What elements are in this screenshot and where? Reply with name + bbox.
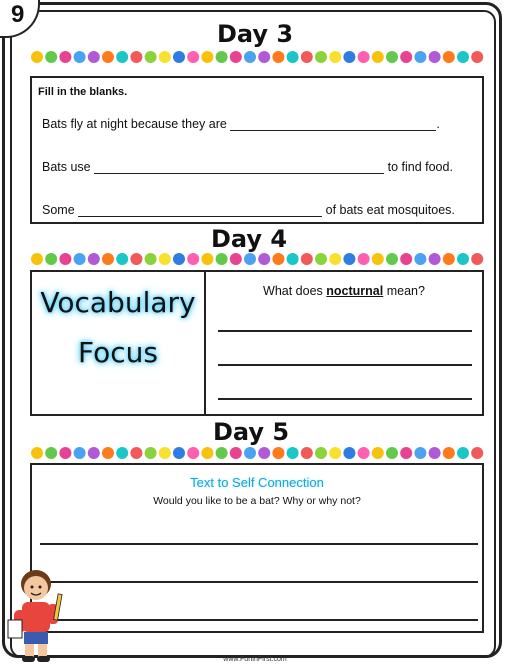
dot-icon xyxy=(230,51,242,63)
dot-icon xyxy=(272,51,284,63)
dot-icon xyxy=(343,51,355,63)
dot-icon xyxy=(130,51,142,63)
day5-question: Would you like to be a bat? Why or why not? xyxy=(153,495,361,507)
dot-icon xyxy=(272,447,284,459)
dot-icon xyxy=(173,447,185,459)
dot-icon xyxy=(315,51,327,63)
day5-box xyxy=(30,463,484,633)
dot-icon xyxy=(116,447,128,459)
dot-icon xyxy=(216,253,228,265)
dot-icon xyxy=(386,253,398,265)
dot-icon xyxy=(244,51,256,63)
dot-icon xyxy=(301,253,313,265)
dot-icon xyxy=(216,447,228,459)
dot-icon xyxy=(287,447,299,459)
dot-icon xyxy=(116,253,128,265)
dot-icon xyxy=(414,51,426,63)
dot-icon xyxy=(102,253,114,265)
dot-icon xyxy=(358,51,370,63)
dot-icon xyxy=(187,253,199,265)
dot-icon xyxy=(145,447,157,459)
dot-icon xyxy=(329,253,341,265)
dot-icon xyxy=(74,51,86,63)
dot-icon xyxy=(358,447,370,459)
student-clipart-icon xyxy=(6,566,68,662)
dot-icon xyxy=(429,51,441,63)
dot-icon xyxy=(414,447,426,459)
question-word: nocturnal xyxy=(326,284,384,298)
dot-icon xyxy=(201,447,213,459)
page-number: 9 xyxy=(0,0,40,38)
dot-icon xyxy=(386,447,398,459)
dot-icon xyxy=(145,253,157,265)
dot-icon xyxy=(471,51,483,63)
dot-icon xyxy=(88,51,100,63)
dot-icon xyxy=(31,253,43,265)
dot-icon xyxy=(88,447,100,459)
dot-icon xyxy=(216,51,228,63)
dot-icon xyxy=(372,253,384,265)
day5-answer-line-2[interactable] xyxy=(40,581,478,583)
dot-icon xyxy=(88,253,100,265)
day3-sentence3 xyxy=(42,203,455,217)
question-after: mean? xyxy=(386,284,425,298)
day5-dot-divider xyxy=(30,446,484,460)
footer-credit: www.FunInFirst.com xyxy=(223,656,287,663)
sentence2-before: Bats use xyxy=(42,160,91,174)
day3-fill-blanks-box xyxy=(30,76,484,224)
dot-icon xyxy=(457,253,469,265)
dot-icon xyxy=(429,447,441,459)
dot-icon xyxy=(258,51,270,63)
dot-icon xyxy=(159,447,171,459)
dot-icon xyxy=(187,447,199,459)
dot-icon xyxy=(301,447,313,459)
sentence3-blank[interactable] xyxy=(78,204,322,217)
dot-icon xyxy=(145,51,157,63)
day3-instruction: Fill in the blanks. xyxy=(38,86,128,98)
day3-title: Day 3 xyxy=(216,20,294,48)
day5-answer-line-1[interactable] xyxy=(40,543,478,545)
sentence1-blank[interactable] xyxy=(230,118,436,131)
dot-icon xyxy=(74,253,86,265)
day4-question xyxy=(206,284,482,298)
dot-icon xyxy=(59,253,71,265)
dot-icon xyxy=(102,51,114,63)
day4-answer-line-3[interactable] xyxy=(218,398,472,400)
sentence1-before: Bats fly at night because they are xyxy=(42,117,227,131)
dot-icon xyxy=(301,51,313,63)
dot-icon xyxy=(315,253,327,265)
dot-icon xyxy=(173,253,185,265)
day4-answer-line-2[interactable] xyxy=(218,364,472,366)
dot-icon xyxy=(130,253,142,265)
dot-icon xyxy=(372,447,384,459)
dot-icon xyxy=(173,51,185,63)
dot-icon xyxy=(31,447,43,459)
dot-icon xyxy=(59,447,71,459)
sentence3-before: Some xyxy=(42,203,75,217)
day3-dot-divider xyxy=(30,50,484,64)
dot-icon xyxy=(329,447,341,459)
day3-sentence2 xyxy=(42,160,453,174)
dot-icon xyxy=(272,253,284,265)
dot-icon xyxy=(74,447,86,459)
dot-icon xyxy=(244,253,256,265)
dot-icon xyxy=(201,51,213,63)
dot-icon xyxy=(372,51,384,63)
dot-icon xyxy=(116,51,128,63)
dot-icon xyxy=(45,253,57,265)
day4-vocab-box xyxy=(30,270,484,416)
dot-icon xyxy=(471,253,483,265)
dot-icon xyxy=(457,51,469,63)
dot-icon xyxy=(258,253,270,265)
day5-answer-line-3[interactable] xyxy=(40,619,478,621)
day4-answer-line-1[interactable] xyxy=(218,330,472,332)
dot-icon xyxy=(287,253,299,265)
dot-icon xyxy=(457,447,469,459)
day5-title: Day 5 xyxy=(212,418,290,446)
dot-icon xyxy=(343,447,355,459)
day3-sentence1 xyxy=(42,117,440,131)
dot-icon xyxy=(59,51,71,63)
dot-icon xyxy=(244,447,256,459)
dot-icon xyxy=(159,253,171,265)
dot-icon xyxy=(230,447,242,459)
dot-icon xyxy=(287,51,299,63)
dot-icon xyxy=(315,447,327,459)
dot-icon xyxy=(102,447,114,459)
dot-icon xyxy=(187,51,199,63)
dot-icon xyxy=(443,253,455,265)
dot-icon xyxy=(443,447,455,459)
dot-icon xyxy=(201,253,213,265)
dot-icon xyxy=(414,253,426,265)
sentence2-after: to find food. xyxy=(387,160,453,174)
dot-icon xyxy=(130,447,142,459)
dot-icon xyxy=(230,253,242,265)
day5-heading: Text to Self Connection xyxy=(190,475,324,490)
day4-title: Day 4 xyxy=(210,225,288,253)
dot-icon xyxy=(400,447,412,459)
dot-icon xyxy=(443,51,455,63)
dot-icon xyxy=(400,253,412,265)
dot-icon xyxy=(31,51,43,63)
dot-icon xyxy=(159,51,171,63)
dot-icon xyxy=(358,253,370,265)
dot-icon xyxy=(45,447,57,459)
dot-icon xyxy=(45,51,57,63)
vocab-line2: Focus xyxy=(78,336,158,369)
dot-icon xyxy=(429,253,441,265)
dot-icon xyxy=(329,51,341,63)
dot-icon xyxy=(343,253,355,265)
vocab-line1: Vocabulary xyxy=(40,286,196,319)
dot-icon xyxy=(386,51,398,63)
day4-dot-divider xyxy=(30,252,484,266)
question-before: What does xyxy=(263,284,323,298)
dot-icon xyxy=(471,447,483,459)
sentence1-after: . xyxy=(436,117,440,131)
dot-icon xyxy=(400,51,412,63)
sentence3-after: of bats eat mosquitoes. xyxy=(325,203,455,217)
dot-icon xyxy=(258,447,270,459)
sentence2-blank[interactable] xyxy=(94,161,384,174)
